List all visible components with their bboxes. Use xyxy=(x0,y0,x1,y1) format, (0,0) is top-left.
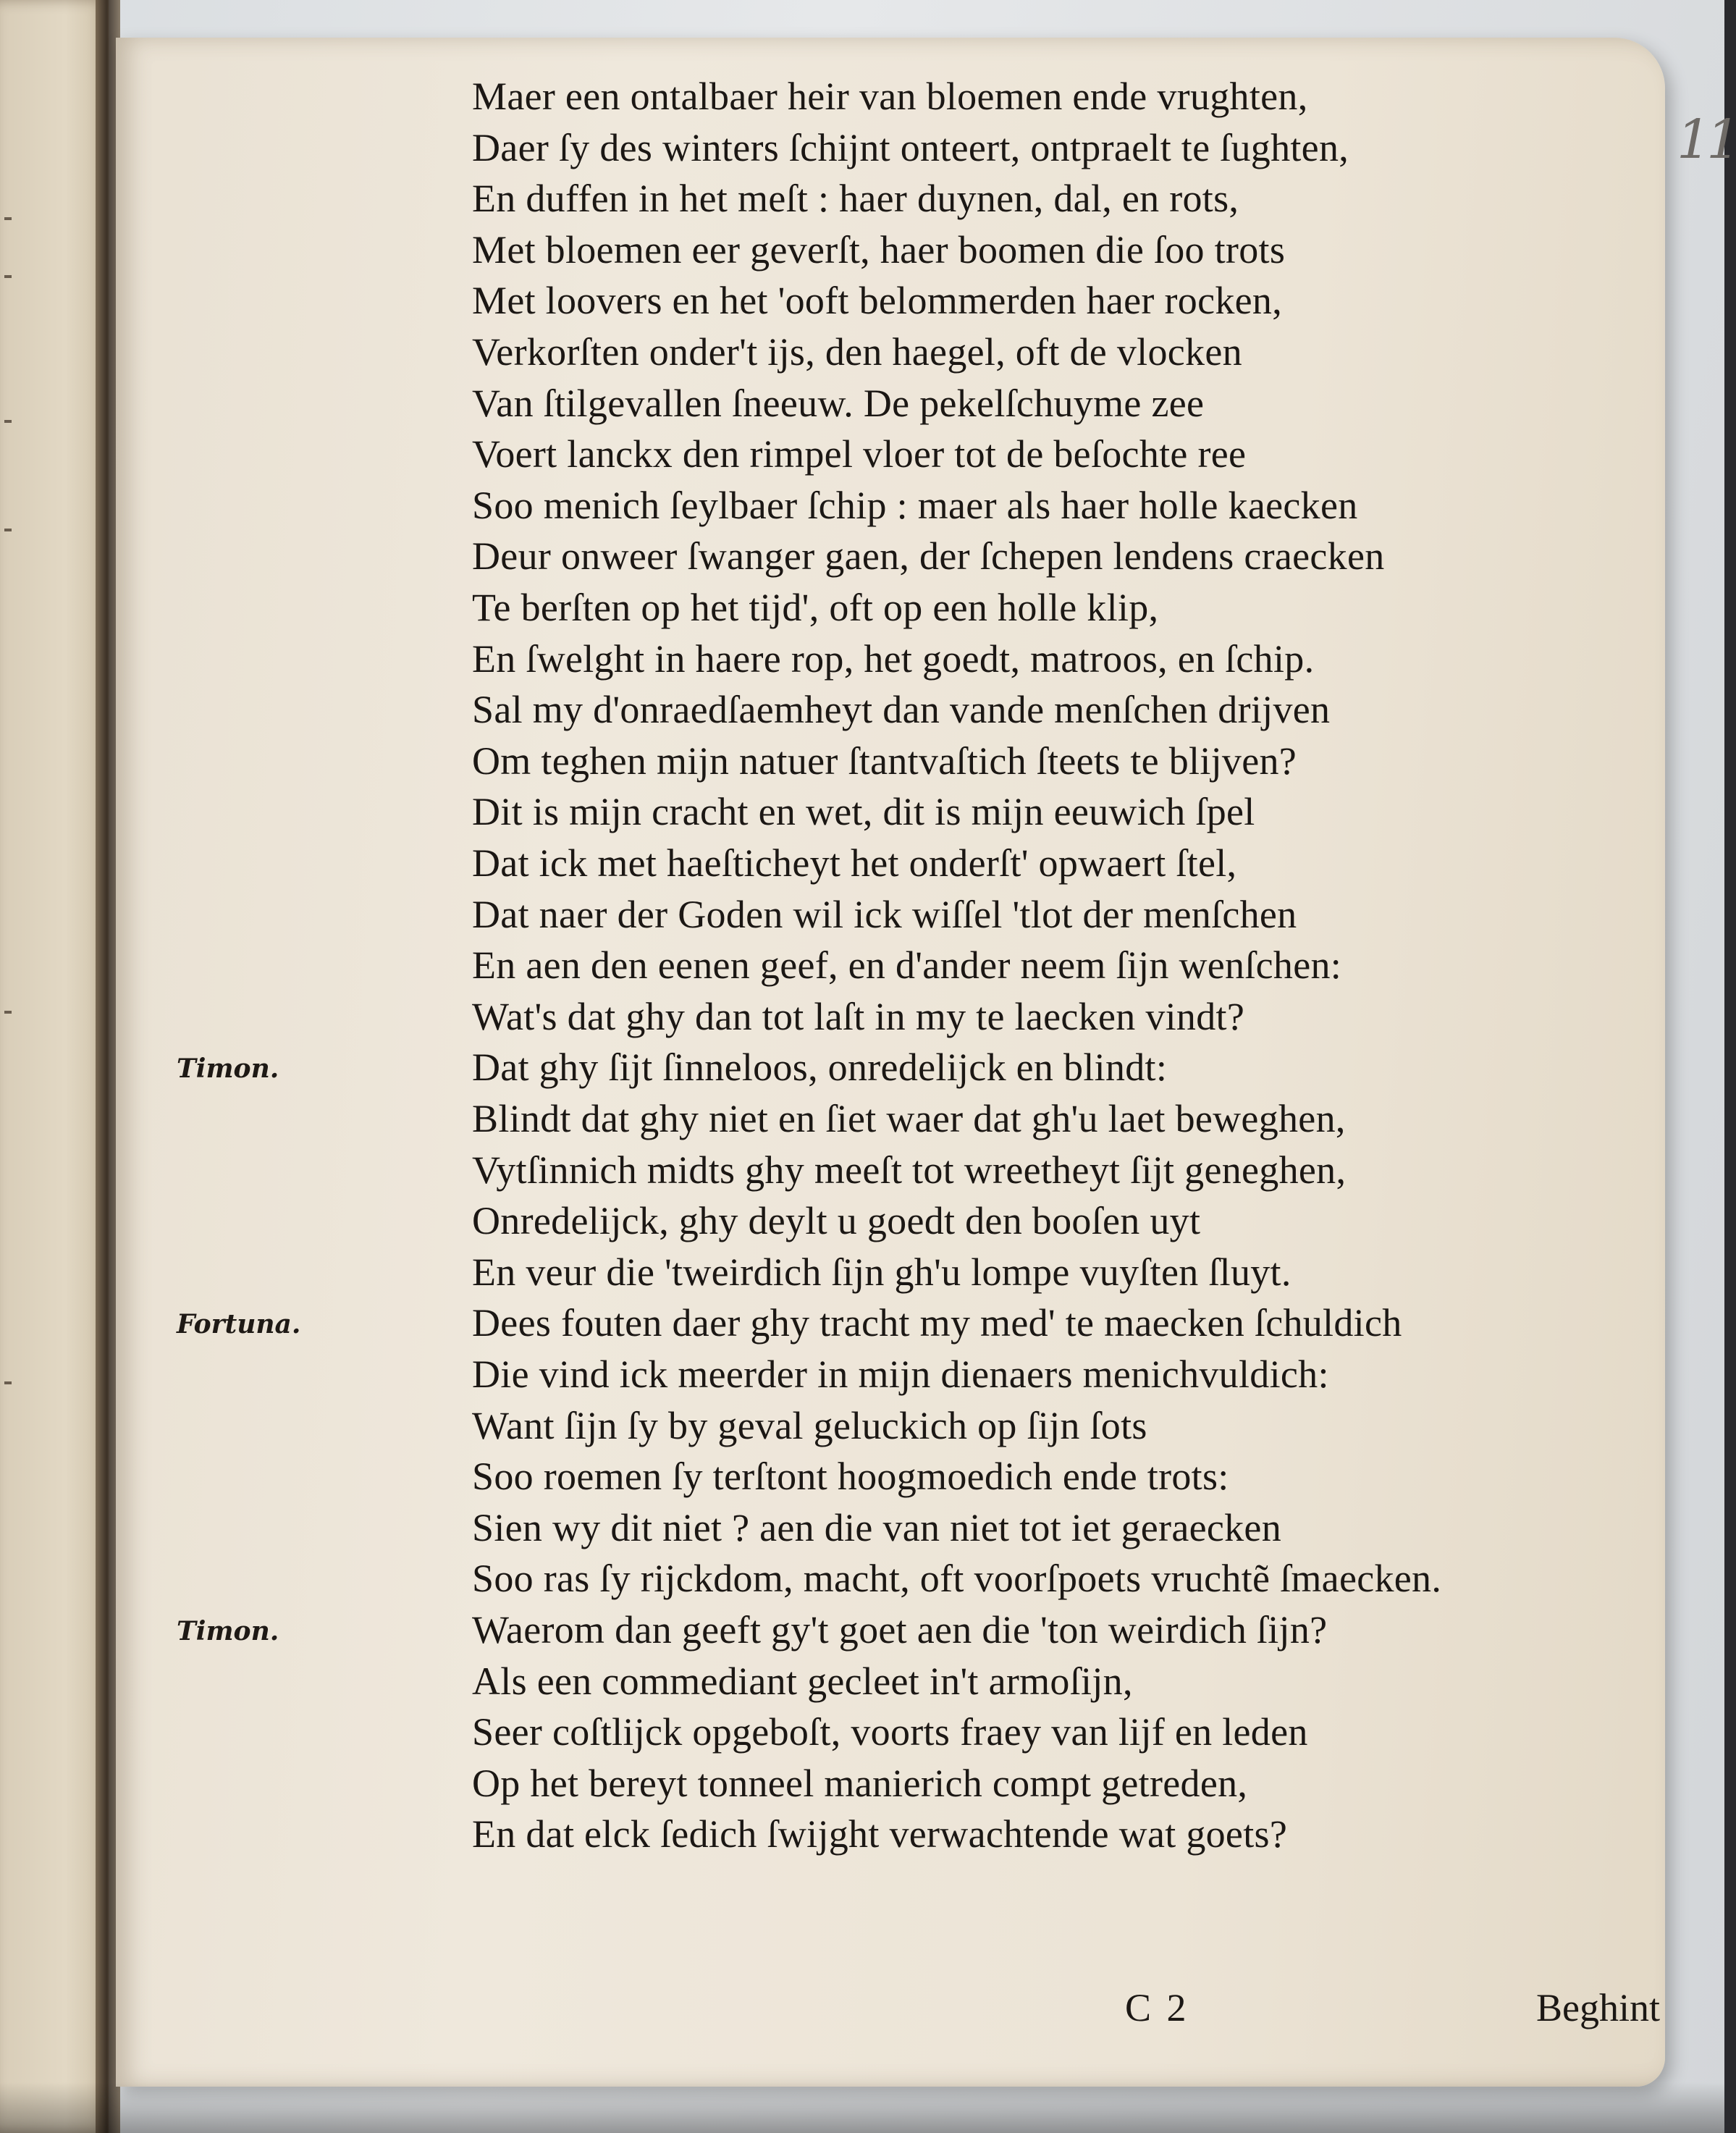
verse-line: Deur onweer ſwanger gaen, der ſchepen lendens craecken xyxy=(472,534,1385,579)
verse-line: En aen den eenen geef, en d'ander neem ſijn wenſchen: xyxy=(472,943,1342,988)
verse-line: Soo menich ſeylbaer ſchip : maer als haer holle kaecken xyxy=(472,483,1358,527)
folio-number: 11 xyxy=(1677,109,1736,171)
verse-line: Waerom dan geeft gy't goet aen die 'ton weirdich ſijn? xyxy=(472,1608,1328,1652)
verse-line: Dit is mijn cracht en wet, dit is mijn eeuwich ſpel xyxy=(472,790,1255,834)
verse-line: Blindt dat ghy niet en ſiet waer dat gh'u laet beweghen, xyxy=(472,1097,1346,1140)
verse-line: En dat elck ſedich ſwijght verwachtende wat goets? xyxy=(472,1812,1288,1856)
verse-line: Dat ghy ſijt ſinneloos, onredelijck en blindt: xyxy=(472,1046,1168,1090)
verse-line: Dat ick met haeſticheyt het onderſt' opwaert ſtel, xyxy=(472,841,1237,885)
margin-mark xyxy=(4,275,12,278)
verse-line: Onredelijck, ghy deylt u goedt den booſen uyt xyxy=(472,1199,1201,1243)
verse-line: Wat's dat ghy dan tot laſt in my te laecken vindt? xyxy=(472,994,1245,1038)
margin-mark xyxy=(4,420,12,423)
speaker-name: Fortuna. xyxy=(177,1309,301,1340)
verse-line: Seer coſtlijck opgeboſt, voorts fraey van lijf en leden xyxy=(472,1710,1308,1754)
catchword: Beghint xyxy=(1536,1986,1660,2029)
margin-mark xyxy=(4,217,12,220)
verse-line: Dees fouten daer ghy tracht my med' te maecken ſchuldich xyxy=(472,1301,1402,1345)
verse-line: Voert lanckx den rimpel vloer tot de beſochte ree xyxy=(472,432,1247,476)
verse-line: Om teghen mijn natuer ſtantvaſtich ſteets te blijven? xyxy=(472,739,1297,783)
margin-mark xyxy=(4,1381,12,1384)
verse-line: Als een commediant gecleet in't armoſijn, xyxy=(472,1659,1133,1703)
verse-line: Van ſtilgevallen ſneeuw. De pekelſchuyme zee xyxy=(472,381,1205,425)
verse-line: Met bloemen eer geverſt, haer boomen die ſoo trots xyxy=(472,227,1286,272)
verse-line: Dat naer der Goden wil ick wiſſel 'tlot der menſchen xyxy=(472,892,1297,936)
speaker-name: Timon. xyxy=(177,1616,279,1646)
verse-line: Met loovers en het 'ooft belommerden haer rocken, xyxy=(472,279,1283,323)
verse-line: Maer een ontalbaer heir van bloemen ende vrughten, xyxy=(472,75,1308,118)
verse-line: Verkorſten onder't ijs, den haegel, oft de vlocken xyxy=(472,330,1242,374)
verse-line: Want ſijn ſy by geval geluckich op ſijn ſots xyxy=(472,1403,1147,1447)
verse-line: Soo roemen ſy terſtont hoogmoedich ende trots: xyxy=(472,1455,1229,1499)
bottom-shadow xyxy=(0,2082,1724,2133)
signature-mark: C 2 xyxy=(1125,1986,1189,2029)
verse-line: En duffen in het meſt : haer duynen, dal, en rots, xyxy=(472,177,1239,221)
verse-line: Sal my d'onraedſaemheyt dan vande menſchen drijven xyxy=(472,688,1331,732)
speaker-name: Timon. xyxy=(177,1053,279,1085)
verse-line: Daer ſy des winters ſchijnt onteert, ontpraelt te ſughten, xyxy=(472,125,1349,169)
verse-line: Die vind ick meerder in mijn dienaers menichvuldich: xyxy=(472,1352,1329,1396)
verse-line: En ſwelght in haere rop, het goedt, matroos, en ſchip. xyxy=(472,636,1315,681)
verse-line: En veur die 'tweirdich ſijn gh'u lompe vuyſten ſluyt. xyxy=(472,1250,1292,1294)
margin-mark xyxy=(4,1011,12,1014)
verse-line: Vytſinnich midts ghy meeſt tot wreetheyt ſijt geneghen, xyxy=(472,1148,1347,1192)
printed-page xyxy=(116,38,1736,2087)
verse-line: Sien wy dit niet ? aen die van niet tot iet geraecken xyxy=(472,1505,1281,1549)
margin-mark xyxy=(4,529,12,531)
verse-line: Op het bereyt tonneel manierich compt getreden, xyxy=(472,1761,1248,1805)
verse-line: Soo ras ſy rijckdom, macht, oft voorſpoets vruchtẽ ſmaecken. xyxy=(472,1557,1442,1601)
facing-page-edge xyxy=(0,0,109,2133)
verse-text-block xyxy=(116,38,1665,2087)
verse-line: Te berſten op het tijd', oft op een holle klip, xyxy=(472,586,1159,629)
